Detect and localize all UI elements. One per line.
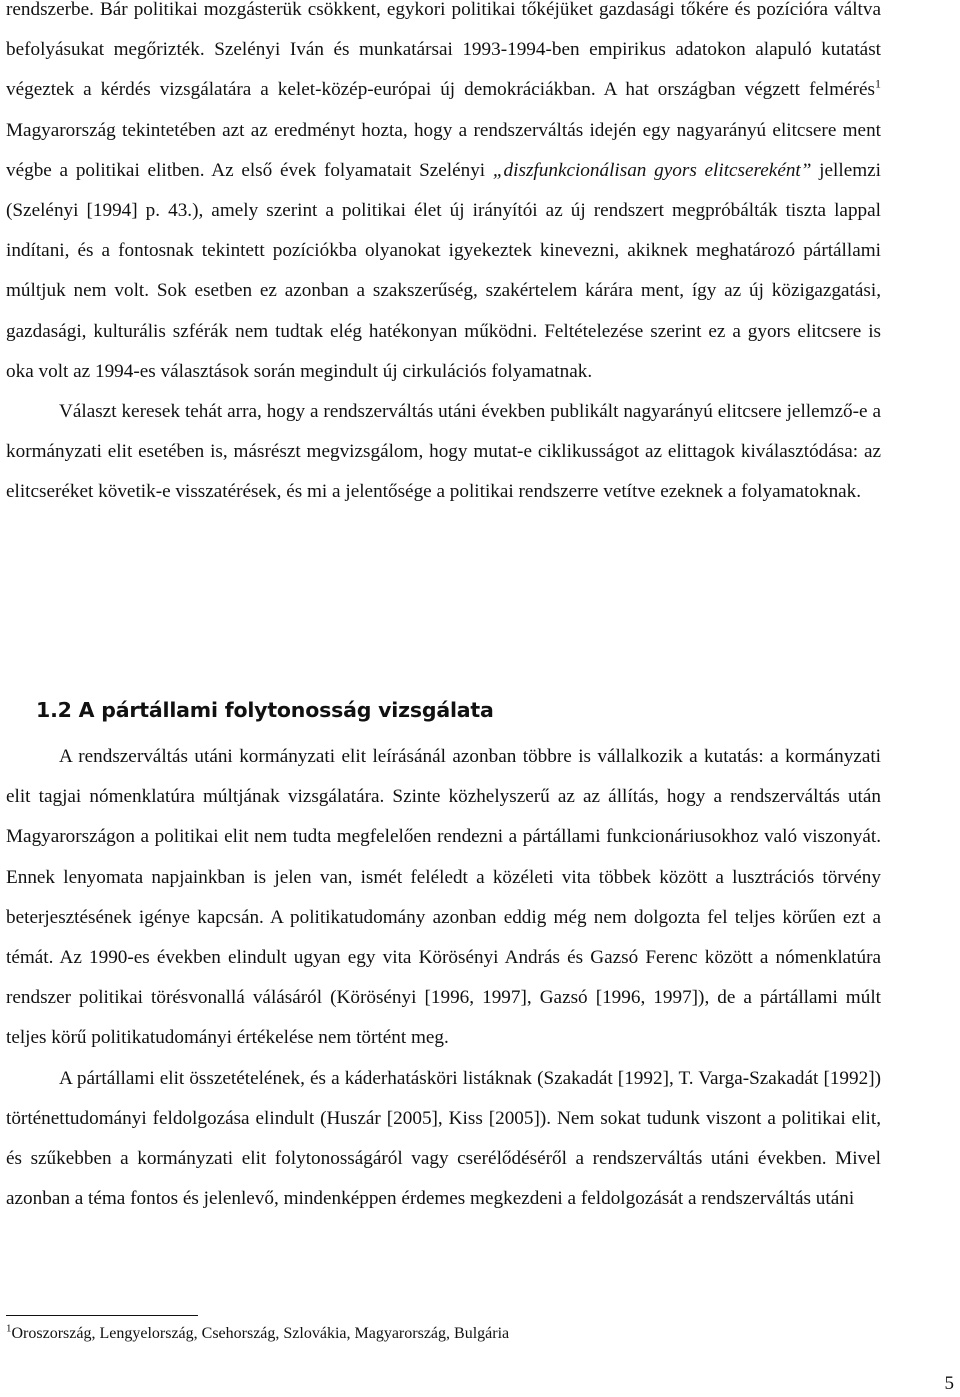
emphasized-quote: „diszfunkcionálisan gyors elitcsereként” [492,159,812,181]
footnote [6,1322,509,1346]
paragraph-1-text-c: jellemzi (Szelényi [1994] p. 43.), amely szerint a politikai élet új irányítói az új rendszert megpróbálták tiszta lappal indítani, és a fontosnak tekintett pozíciókba olyanokat igyekeztek kinevezni, akiknek meghatározó pártállami múltjuk nem volt. Sok esetben ez azonban a szakszerűség, szakértelem kárára ment, így az új közigazgatási, gazdasági, kulturális szférák nem tudtak elég hatékonyan működni. Feltételezése szerint ez a gyors elitcsere is oka volt az 1994-es választások során megindult új cirkulációs folyamatnak. [6,159,881,382]
paragraph-2: Választ keresek tehát arra, hogy a rendszerváltás utáni években publikált nagyarányú elitcsere jellemző-e a kormányzati elit esetében is, másrészt megvizsgálom, hogy mutat-e ciklikusságot az elittagok kiválasztódása: az elitcseréket követik-e visszatérések, és mi a jelentősége a politikai rendszerre vetítve ezeknek a folyamatoknak. [6,401,881,503]
paragraph-3: A rendszerváltás utáni kormányzati elit leírásánál azonban többre is vállalkozik a kutatás: a kormányzati elit tagjai nómenklatúra múltjának vizsgálatára. Szinte közhelyszerű az az állítás, hogy a rendszerváltás után Magyarországon a politikai elit nem tudta megfelelően rendezni a pártállami funkcionáriusokhoz való viszonyát. Ennek lenyomata napjainkban is jelen van, ismét feléledt a közéleti vita többek között a lusztrációs törvény beterjesztésének igénye kapcsán. A politikatudomány azonban eddig még nem dolgozta fel teljes körűen ezt a témát. Az 1990-es években elindult ugyan egy vita Körösényi András és Gazsó Ferenc között a nómenklatúra rendszer politikai törésvonallá válásáról (Körösényi [1996, 1997], Gazsó [1996, 1997]), de a pártállami múlt teljes körű politikatudományi értékelése nem történt meg. [6,746,881,1049]
paragraph-4: A pártállami elit összetételének, és a káderhatásköri listáknak (Szakadát [1992], T. Varga-Szakadát [1992]) történettudományi feldolgozása elindult (Huszár [2005], Kiss [2005]). Nem sokat tudunk viszont a politikai elit, és szűkebben a kormányzati elit folytonosságáról vagy cserélődéséről a rendszerváltás utáni években. Mivel azonban a téma fontos és jelenlevő, mindenképpen érdemes megkezdeni a feldolgozását a rendszerváltás utáni [6,1067,881,1210]
paragraph-1-text-a: rendszerbe. Bár politikai mozgásterük csökkent, egykori politikai tőkéjüket gazdasági tőkére és pozícióra váltva befolyásukat megőrizték. Szelényi Iván és munkatársai 1993-1994-ben empirikus adatokon alapuló kutatást végeztek a kérdés vizsgálatára a kelet-közép-európai új demokráciákban. A hat országban végzett felmérés [6,0,881,101]
paragraph-1 [6,0,881,392]
footnote-text: Oroszország, Lengyelország, Csehország, Szlovákia, Magyarország, Bulgária [11,1325,510,1342]
footnote-divider [6,1315,198,1316]
paragraph-1-text-b: Magyarország tekintetében azt az eredményt hozta, hogy a rendszerváltás idején egy nagyarányú elitcsere ment végbe a politikai elitben. Az első évek folyamatait Szelényi [6,119,881,181]
section-body [6,737,881,1219]
page-number: 5 [944,1373,954,1394]
footnote-marker: 1 [6,1322,12,1335]
document-body [6,0,881,513]
footnote-reference[interactable]: 1 [875,77,881,92]
section-heading [36,695,494,725]
section-title: A pártállami folytonosság vizsgálata [78,698,494,722]
section-number: 1.2 [36,698,72,722]
